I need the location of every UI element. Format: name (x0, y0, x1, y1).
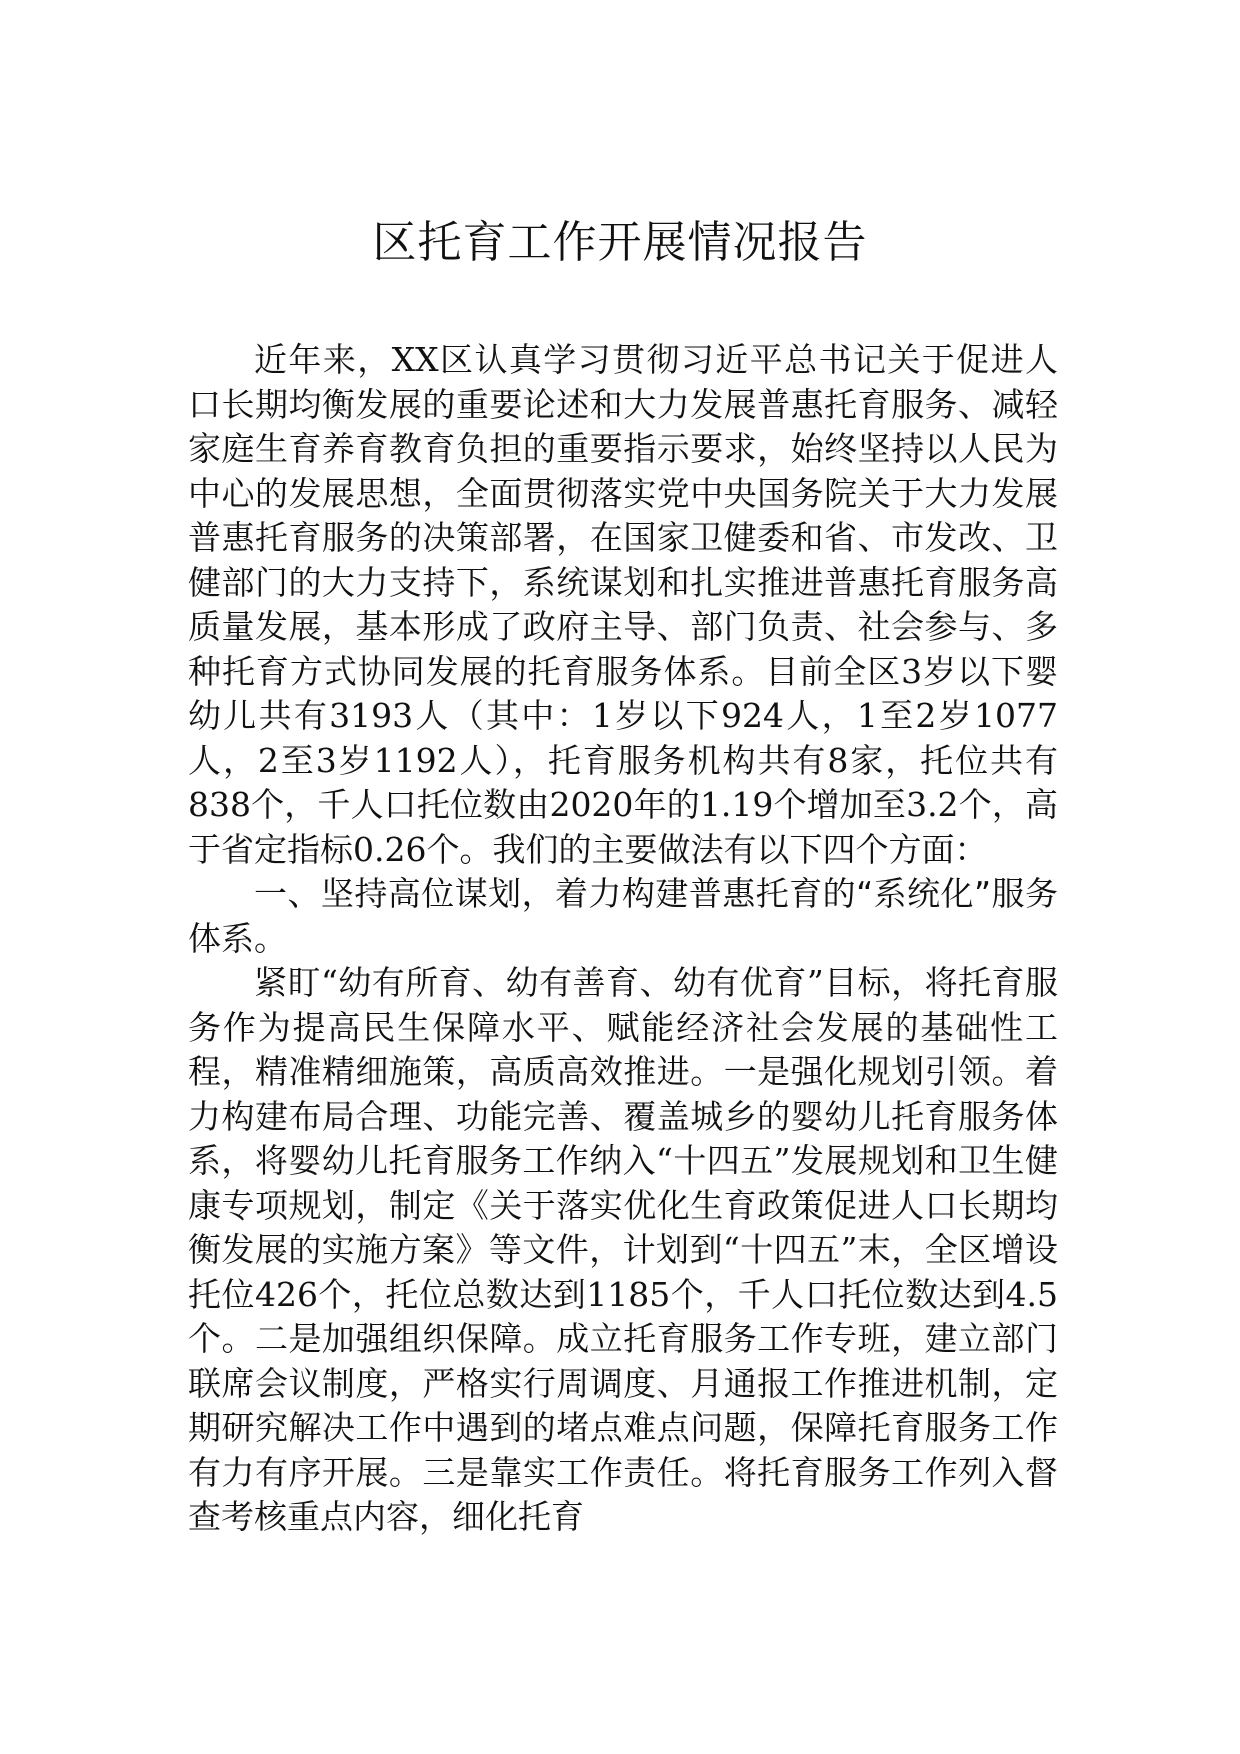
document-body (188, 338, 1058, 1540)
page-title: 区托育工作开展情况报告 (372, 217, 868, 268)
intro-paragraph: 近年来，XX区认真学习贯彻习近平总书记关于促进人口长期均衡发展的重要论述和大力发展普惠托育服务、减轻家庭生育养育教育负担的重要指示要求，始终坚持以人民为中心的发展思想，全面贯彻落实党中央国务院关于大力发展普惠托育服务的决策部署，在国家卫健委和省、市发改、卫健部门的大力支持下，系统谋划和扎实推进普惠托育服务高质量发展，基本形成了政府主导、部门负责、社会参与、多种托育方式协同发展的托育服务体系。目前全区3岁以下婴幼儿共有3193人（其中：1岁以下924人，1至2岁1077人，2至3岁1192人），托育服务机构共有8家，托位共有838个，千人口托位数由2020年的1.19个增加至3.2个，高于省定指标0.26个。我们的主要做法有以下四个方面： (188, 340, 1058, 869)
emphasis-point-3: 三是靠实工作责任。 (422, 1452, 724, 1492)
section-1-paragraph (188, 961, 1058, 1540)
paragraph-text: 成立托育服务工作专班，建立部门联席会议制度，严格实行周调度、月通报工作推进机制，定期研究解决工作中遇到的堵点难点问题，保障托育服务工作有力有序开展。 (188, 1319, 1059, 1492)
emphasis-point-2: 二是加强组织保障。 (254, 1319, 557, 1358)
section-heading-1: 一、坚持高位谋划，着力构建普惠托育的“系统化”服务体系。 (188, 874, 1058, 958)
paragraph-text: 着力构建布局合理、功能完善、覆盖城乡的婴幼儿托育服务体系，将婴幼儿托育服务工作纳入“十四五”发展规划和卫生健康专项规划，制定《关于落实优化生育政策促进人口长期均衡发展的实施方案》等文件，计划到“十四五”末，全区增设托位426个，托位总数达到1185个，千人口托位数达到4.5个。 (188, 1052, 1059, 1358)
paragraph-text: 紧盯“幼有所育、幼有善育、幼有优育”目标，将托育服务作为提高民生保障水平、赋能经济社会发展的基础性工程，精准精细施策，高质高效推进。 (188, 963, 1058, 1091)
paragraph-text: 将托育服务工作列入督查考核重点内容，细化托育 (188, 1452, 1059, 1536)
emphasis-point-1: 一是强化规划引领。 (723, 1052, 1026, 1091)
